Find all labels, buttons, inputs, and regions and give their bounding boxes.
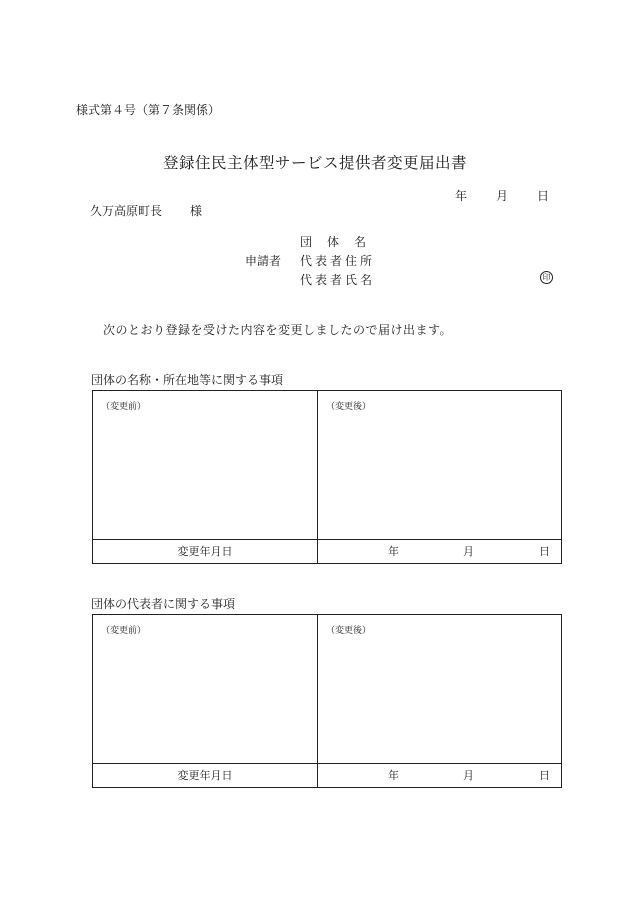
change-table-representative [92,614,562,788]
form-number: 様式第４号（第７条関係） [76,103,221,117]
section-title-name-address: 団体の名称・所在地等に関する事項 [91,373,284,387]
after-change-label: （変更後） [326,626,372,636]
after-change-cell[interactable] [318,391,561,539]
statement-text: 次のとおり登録を受けた内容を変更しましたので届け出ます。 [103,323,453,337]
change-date-row [93,763,561,787]
rep-address-label: 代表者住所 [300,254,376,268]
change-date-year: 年 [388,545,399,558]
applicant-label: 申請者 [245,254,282,268]
rep-name-label: 代表者氏名 [300,273,376,287]
seal-mark: 印 [540,271,553,284]
change-date-value[interactable] [318,540,561,563]
change-table-name-address [92,390,562,564]
date-day: 日 [537,189,550,203]
addressee-name: 久万高原町長 [90,204,163,218]
org-name-label: 団体名 [300,235,382,249]
addressee [90,202,202,219]
section-title-representative: 団体の代表者に関する事項 [91,597,236,611]
change-date-label: 変更年月日 [93,540,318,563]
after-change-label: （変更後） [326,402,372,412]
before-change-label: （変更前） [101,402,147,412]
submission-date [455,187,549,204]
change-date-label: 変更年月日 [93,764,318,787]
before-change-label: （変更前） [101,626,147,636]
change-date-month: 月 [463,545,474,558]
change-date-value[interactable] [318,764,561,787]
change-date-day: 日 [539,769,550,782]
document-title: 登録住民主体型サービス提供者変更届出書 [162,154,467,172]
before-change-cell[interactable] [93,615,318,763]
change-date-month: 月 [463,769,474,782]
after-change-cell[interactable] [318,615,561,763]
change-date-year: 年 [388,769,399,782]
change-date-day: 日 [539,545,550,558]
before-change-cell[interactable] [93,391,318,539]
change-date-row [93,539,561,563]
date-month: 月 [496,189,509,203]
addressee-honorific: 様 [190,204,203,218]
date-year: 年 [455,189,468,203]
